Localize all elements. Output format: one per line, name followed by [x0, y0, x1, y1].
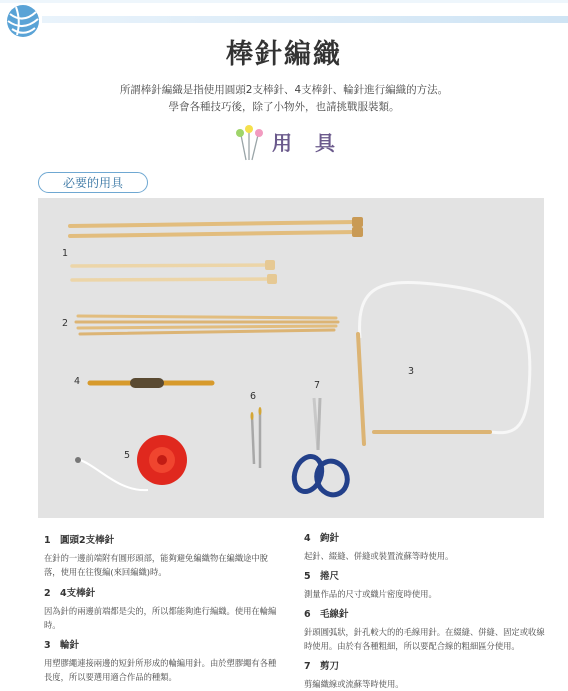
- item-body: 測量作品的尺寸或織片密度時使用。: [304, 589, 437, 599]
- item-number: 4: [304, 533, 311, 544]
- pins-icon: [232, 122, 266, 162]
- item-number: 6: [304, 609, 311, 620]
- tool-description-3: [44, 637, 282, 684]
- item-body: 起針、綴縫、併縫或裝置流蘇等時使用。: [304, 551, 454, 561]
- item-body: 用塑膠繩連接兩邊的短針所形成的輪編用針。由於塑膠繩有各種長度，所以要選用適合作品的種類。: [44, 658, 277, 682]
- needle-icon: [72, 260, 277, 284]
- item-title: 4支棒針: [60, 588, 96, 599]
- photo-label-3: 3: [408, 366, 415, 377]
- item-body: 針頭圓弧狀，針孔較大的的毛線用針。在綴縫、併縫、固定或收線時使用。由於有各種粗細，所以要配合線的粗細區分使用。: [304, 627, 545, 651]
- item-number: 5: [304, 571, 311, 582]
- item-title: 毛線針: [320, 609, 349, 620]
- photo-label-5: 5: [124, 450, 131, 461]
- item-number: 2: [44, 588, 51, 599]
- tool-description-6: [304, 606, 550, 653]
- tool-description-4: [304, 530, 550, 563]
- scissors-icon: [290, 398, 352, 499]
- item-body: 因為針的兩邊前端都是尖的，所以都能夠進行編織。使用在輪編時。: [44, 606, 277, 630]
- yarn-needle-icon: [251, 407, 262, 468]
- intro-text-line-1: 所謂棒針編織是指使用圓頭2支棒針、4支棒針、輪針進行編織的方法。: [119, 84, 449, 96]
- item-body: 剪編織線或流蘇等時使用。: [304, 679, 404, 689]
- tool-description-7: [304, 658, 550, 691]
- tool-description-1: [44, 532, 282, 579]
- photo-label-4: 4: [74, 376, 81, 387]
- photo-label-1: 1: [62, 248, 69, 259]
- item-title: 剪刀: [320, 661, 340, 672]
- tools-illustration: [38, 198, 544, 518]
- crochet-hook-icon: [90, 378, 212, 388]
- double-pointed-needles-icon: [76, 316, 338, 334]
- tool-description-5: [304, 568, 550, 601]
- photo-label-6: 6: [250, 391, 257, 402]
- top-decor-band: [0, 0, 568, 3]
- item-title: 捲尺: [320, 571, 340, 582]
- section-subheading: 必要的用具: [38, 172, 148, 193]
- tool-description-2: [44, 585, 282, 632]
- tape-measure-icon: [75, 435, 187, 490]
- item-number: 7: [304, 661, 311, 672]
- item-number: 1: [44, 535, 51, 546]
- tools-photo: [38, 198, 544, 518]
- item-number: 3: [44, 640, 51, 651]
- tools-heading: 用 具: [272, 131, 343, 155]
- item-body: 在針的一邊前端附有圓形頭部，能夠避免編織物在編織途中脫落，使用在往復編(來回編織)時。: [44, 553, 269, 577]
- photo-label-7: 7: [314, 380, 321, 391]
- circular-needle-icon: [358, 282, 530, 444]
- needle-icon: [70, 217, 363, 237]
- photo-label-2: 2: [62, 318, 69, 329]
- page-title: 棒針編織: [226, 39, 342, 70]
- item-title: 鉤針: [320, 533, 340, 544]
- intro-text-line-2: 學會各種技巧後，除了小物外，也請挑戰服裝類。: [168, 101, 400, 113]
- item-title: 圓頭2支棒針: [60, 535, 115, 546]
- header-band: [42, 16, 568, 23]
- item-title: 輪針: [60, 640, 80, 651]
